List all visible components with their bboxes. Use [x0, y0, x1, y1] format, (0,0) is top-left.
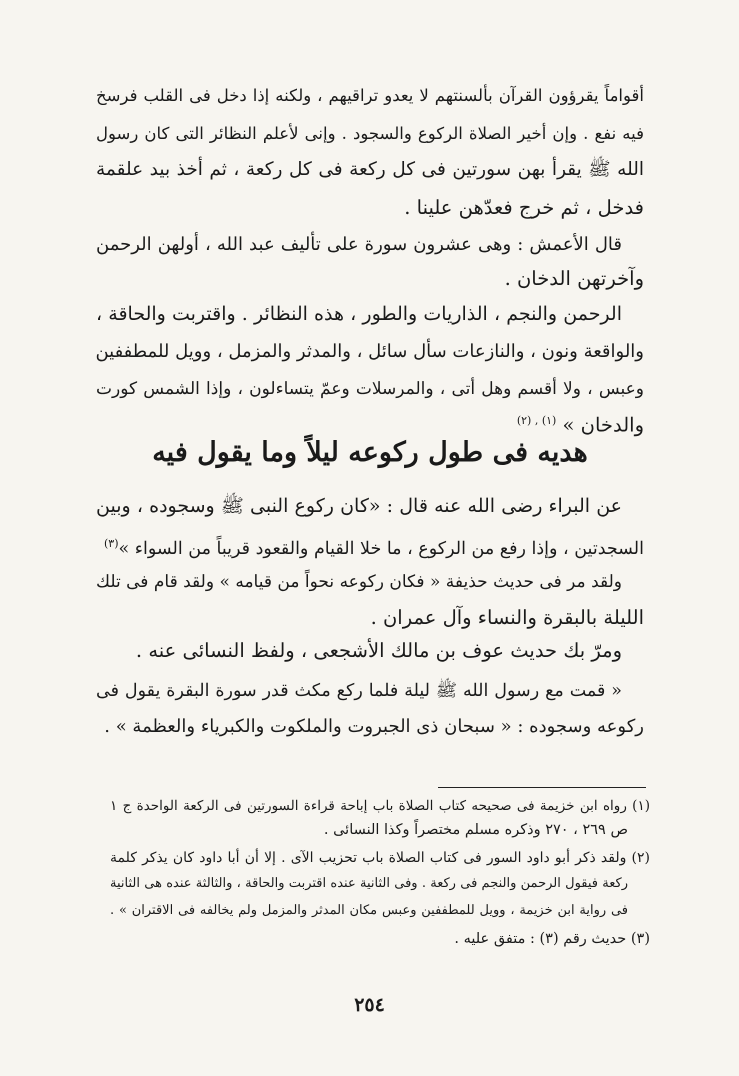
text-line: أقواماً يقرؤون القرآن بألسنتهم لا يعدو تراقيهم ، ولكنه إذا دخل فى القلب فرسخ — [96, 86, 644, 105]
footnote-line: (١) رواه ابن خزيمة فى صحيحه كتاب الصلاة باب إباحة قراءة السورتين فى الركعة الواحدة ج ١ — [110, 798, 650, 814]
footnote-line: ص ٢٦٩ ، ٢٧٠ وذكره مسلم مختصراً وكذا النسائى . — [323, 822, 628, 838]
text-line — [96, 406, 644, 436]
footnote-line: (٢) ولقد ذكر أبو داود السور فى كتاب الصلاة باب تحزيب الآى . إلا أن أبا داود كان يذكر كلمة — [110, 850, 650, 866]
text-line: الله ﷺ يقرأ بهن سورتين فى كل ركعة فى كل ركعة ، ثم أخذ بيد علقمة — [96, 159, 644, 180]
footnote-line: ركعة فيقول الرحمن والنجم فى ركعة . وفى الثانية عنده اقتربت والحاقة ، والثالثة عنده هى الثانية — [110, 876, 628, 891]
text-line: عن البراء رضى الله عنه قال : «كان ركوع النبى ﷺ وسجوده ، وبين — [96, 495, 622, 517]
text-line: ركوعه وسجوده : « سبحان ذى الجبروت والملكوت والكبرياء والعظمة » . — [104, 716, 644, 737]
text-line: والواقعة ونون ، والنازعات سأل سائل ، والمدثر والمزمل ، وويل للمطففين — [95, 341, 644, 362]
text-line: الرحمن والنجم ، الذاريات والطور ، هذه النظائر . واقتربت والحاقة ، — [96, 303, 622, 325]
footnote-line: فى رواية ابن خزيمة ، وويل للمطففين وعبس مكان المدثر والمزمل ولم يخالفه فى الاقتران » . — [110, 903, 628, 918]
footnote-ref: (٣) — [104, 537, 119, 550]
text-span: السجدتين ، وإذا رفع من الركوع ، ما خلا القيام والقعود قريباً من السواء » — [118, 538, 644, 559]
text-line: فيه نفع . وإن أخير الصلاة الركوع والسجود . وإنى لأعلم النظائر التى كان رسول — [96, 124, 644, 143]
section-heading: هديه فى طول ركوعه ليلاً وما يقول فيه — [152, 437, 588, 468]
text-line: وعبس ، ولا أقسم وهل أتى ، والمرسلات وعمّ يتساءلون ، وإذا الشمس كورت — [96, 379, 644, 399]
footnote-divider — [438, 787, 646, 788]
text-line: وآخرتهن الدخان . — [504, 267, 644, 290]
page-number: ٢٥٤ — [354, 994, 385, 1016]
text-line: « قمت مع رسول الله ﷺ ليلة فلما ركع مكث قدر سورة البقرة يقول فى — [96, 681, 622, 701]
text-line: ولقد مر فى حديث حذيفة « فكان ركوعه نحواً من قيامه » ولقد قام فى تلك — [96, 572, 622, 592]
text-line: فدخل ، ثم خرج فعدّهن علينا . — [404, 196, 644, 219]
footnote-refs: (١) , (٢) — [516, 414, 557, 427]
footnote-line: (٣) حديث رقم (٣) : متفق عليه . — [454, 931, 650, 947]
text-span: والدخان » — [562, 413, 644, 437]
text-line — [96, 529, 644, 559]
text-line: ومرّ بك حديث عوف بن مالك الأشجعى ، ولفظ النسائى عنه . — [135, 639, 622, 662]
text-line: قال الأعمش : وهى عشرون سورة على تأليف عبد الله ، أولهن الرحمن — [96, 234, 622, 255]
text-line: الليلة بالبقرة والنساء وآل عمران . — [370, 606, 644, 629]
